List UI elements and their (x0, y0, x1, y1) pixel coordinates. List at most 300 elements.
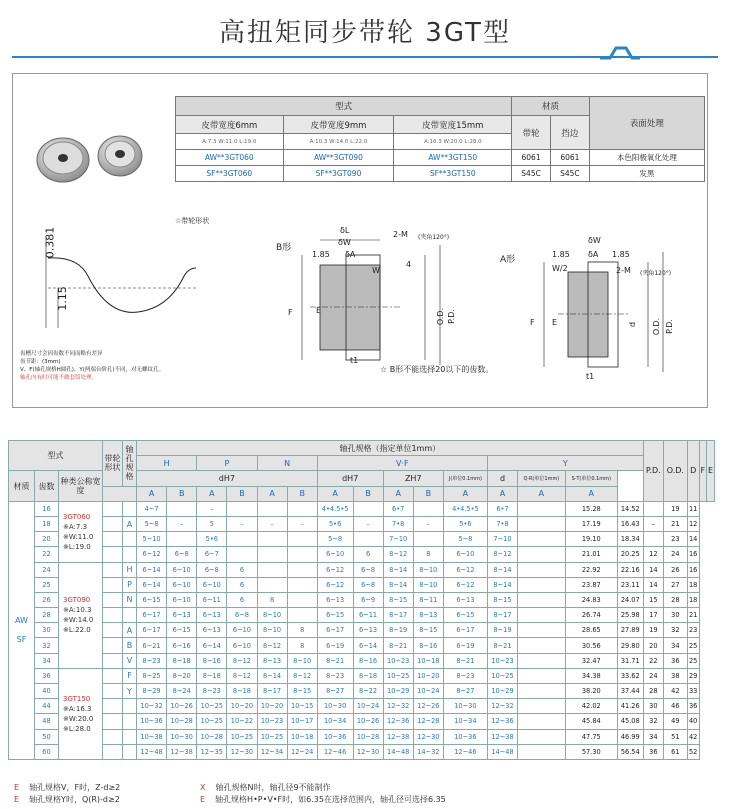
series-cell (59, 562, 103, 668)
bore-cell (518, 744, 566, 759)
bore-cell (518, 592, 566, 607)
bore-cell: 6~11 (197, 592, 227, 607)
th-ab-4: B (227, 486, 257, 501)
bore-cell: 8 (287, 623, 317, 638)
bore-cell (518, 714, 566, 729)
f-cell: 51 (664, 729, 688, 744)
shaft-spec-cell: H (123, 562, 137, 577)
bore-cell: 10~29 (383, 684, 413, 699)
bore-cell: 10~38 (137, 729, 167, 744)
a-dim-t1: t1 (586, 372, 595, 381)
note-text-4: 轴孔规格H•P•V•F时，如6.35在选择范围内，轴孔径可选择6.35 (215, 795, 446, 804)
bore-cell: 8~12 (287, 668, 317, 683)
bore-cell: 10~25 (197, 714, 227, 729)
bore-cell: 6 (227, 562, 257, 577)
series-dim: ※L:28.0 (63, 724, 91, 733)
th-dh7-b: dH7 (317, 471, 383, 486)
pd-cell: 17.19 (565, 516, 617, 531)
bore-cell (518, 577, 566, 592)
pulley-material-sf: S45C (512, 166, 551, 182)
d-cell: 14 (643, 577, 663, 592)
tooth-dim-115: 1.15 (55, 286, 69, 311)
b-dim-2m: 2-M (393, 230, 408, 239)
shape-cell (103, 699, 123, 714)
bore-cell: 10~30 (317, 699, 353, 714)
a-dim-E: E (552, 318, 558, 327)
bore-cell: 8~17 (487, 608, 517, 623)
e-cell: 18 (687, 592, 699, 607)
pd-cell: 45.84 (565, 714, 617, 729)
b-dim-4: 4 (406, 260, 412, 269)
bore-cell: 6~8 (353, 577, 383, 592)
f-cell: 42 (664, 684, 688, 699)
bore-cell: – (227, 516, 257, 531)
bore-cell: 6~9 (353, 592, 383, 607)
bore-cell: 10~26 (167, 699, 197, 714)
shaft-spec-cell (123, 744, 137, 759)
model-sf-150: SF**3GT150 (394, 166, 512, 182)
material-sf: SF (16, 635, 27, 645)
b-dim-t1: t1 (350, 356, 359, 365)
e-cell: 11 (687, 501, 699, 516)
bore-cell: 12~46 (443, 744, 487, 759)
table-row (9, 714, 715, 729)
bore-cell: – (413, 516, 443, 531)
th-e: E (706, 441, 714, 502)
bore-cell: 8~16 (197, 653, 227, 668)
teeth-cell: 16 (35, 501, 59, 516)
flange-material-aw: 6061 (550, 150, 589, 166)
b-dim-W: W (372, 266, 380, 275)
series-dim: ※W:11.0 (63, 532, 94, 541)
shaft-spec-cell (123, 729, 137, 744)
a-dim-185-right: 1.85 (612, 250, 630, 259)
surface-header: 表面处理 (589, 97, 704, 150)
table-row (9, 547, 715, 562)
shape-cell (103, 638, 123, 653)
bore-cell: 5•6 (317, 516, 353, 531)
table-row (9, 699, 715, 714)
bore-cell: 6~14 (137, 577, 167, 592)
bore-cell: 10~28 (197, 729, 227, 744)
pd-cell: 28.65 (565, 623, 617, 638)
bore-cell: 8~19 (487, 623, 517, 638)
bore-cell: 10~36 (317, 729, 353, 744)
e-cell: 36 (687, 699, 699, 714)
table-row (9, 592, 715, 607)
series-dim: ※W:20.0 (63, 714, 94, 723)
teeth-cell: 20 (35, 532, 59, 547)
bore-cell: 8~12 (257, 638, 287, 653)
a-dim-d: d (628, 321, 638, 328)
bore-cell: 6~8 (167, 547, 197, 562)
bore-cell: 8~10 (257, 608, 287, 623)
e-cell: 14 (687, 532, 699, 547)
shaft-spec-cell: N (123, 592, 137, 607)
table-row (9, 668, 715, 683)
shaft-spec-cell (123, 608, 137, 623)
bore-cell: 6~19 (317, 638, 353, 653)
b-dim-od: O.D. (436, 307, 446, 326)
table-row (9, 638, 715, 653)
bore-cell: 6~17 (137, 608, 167, 623)
bore-cell: 8~27 (317, 684, 353, 699)
shape-cell (103, 592, 123, 607)
model-sf-090: SF**3GT090 (283, 166, 394, 182)
bore-cell: 8~23 (197, 684, 227, 699)
table-row (9, 532, 715, 547)
th-st: S·T(单位0.1mm) (565, 471, 617, 486)
d-cell: 14 (643, 562, 663, 577)
th-ab-9: A (383, 486, 413, 501)
bore-cell (287, 532, 317, 547)
bore-cell: 6~13 (353, 623, 383, 638)
bore-cell: 6~10 (443, 547, 487, 562)
e-cell: 12 (687, 516, 699, 531)
model-sf-060: SF**3GT060 (176, 166, 284, 182)
bore-cell (518, 638, 566, 653)
a-dim-od: O.D. (652, 317, 662, 336)
bore-cell (257, 577, 287, 592)
a-shape-label: A形 (500, 255, 516, 265)
bore-cell: – (353, 516, 383, 531)
f-cell: 26 (664, 562, 688, 577)
bore-cell: 10~30 (443, 699, 487, 714)
bore-cell: 8~21 (383, 638, 413, 653)
bore-cell: 6~16 (167, 638, 197, 653)
bore-cell: 6 (353, 547, 383, 562)
bore-cell: 10~23 (383, 653, 413, 668)
shape-cell (103, 501, 123, 516)
od-cell: 45.08 (617, 714, 643, 729)
tooth-note-4: 轴孔内有时可能不做套筒处理。 (20, 375, 98, 381)
th-j: J(单位0.1mm) (443, 471, 487, 486)
bore-cell: 6~13 (167, 608, 197, 623)
bore-cell: 8~14 (383, 577, 413, 592)
bore-cell: 12~30 (353, 744, 383, 759)
bore-cell (227, 547, 257, 562)
pulley-material-aw: 6061 (512, 150, 551, 166)
th-pd: P.D. (643, 441, 663, 502)
bore-cell: 10~25 (227, 729, 257, 744)
shaft-spec-cell: B (123, 638, 137, 653)
bore-cell: 6~10 (227, 623, 257, 638)
od-cell: 29.80 (617, 638, 643, 653)
e-cell: 40 (687, 714, 699, 729)
bore-cell: 6~15 (167, 623, 197, 638)
bore-cell (518, 623, 566, 638)
bore-cell: 8~17 (383, 608, 413, 623)
od-cell: 46.99 (617, 729, 643, 744)
th-ab-14: A (565, 486, 617, 501)
bore-cell: 10~18 (413, 653, 443, 668)
e-cell: 42 (687, 729, 699, 744)
bore-cell (287, 547, 317, 562)
bore-cell: 8~18 (197, 668, 227, 683)
bore-cell: 8~14 (487, 562, 517, 577)
bore-cell: – (167, 516, 197, 531)
bore-cell: 10~20 (257, 699, 287, 714)
bore-cell: 10~36 (443, 729, 487, 744)
b-dim-dA: δA (345, 250, 356, 259)
note-mark-2: E (14, 795, 20, 804)
bore-cell: 6~13 (443, 592, 487, 607)
bore-cell: 8~21 (487, 638, 517, 653)
bore-cell (227, 501, 257, 516)
tooth-dim-0381: 0.381 (43, 226, 57, 259)
shaft-spec-cell (123, 699, 137, 714)
shape-cell (103, 668, 123, 683)
bore-cell: 12~46 (317, 744, 353, 759)
th-shaft-spec: 轴孔规格 (123, 441, 137, 487)
flange-material-header: 挡边 (550, 116, 589, 150)
f-cell: 23 (664, 532, 688, 547)
bore-cell (287, 562, 317, 577)
f-cell: 32 (664, 623, 688, 638)
bore-cell: 6~12 (137, 547, 167, 562)
shaft-spec-cell: A (123, 516, 137, 531)
b-dim-angle: (夹角120°) (418, 234, 450, 241)
a-dim-pd: P.D. (664, 319, 674, 334)
th-h: H (137, 456, 197, 471)
bore-cell: 8~23 (317, 668, 353, 683)
dims-6: A:7.3 W:11.0 L:19.0 (176, 134, 284, 150)
table-row (9, 608, 715, 623)
bore-cell: 14~32 (413, 744, 443, 759)
bore-cell: 8~21 (317, 653, 353, 668)
bore-cell: 7•8 (383, 516, 413, 531)
bore-cell (518, 547, 566, 562)
surface-sf: 发黑 (589, 166, 704, 182)
bore-cell: 6~10 (317, 547, 353, 562)
bore-cell: 6~11 (353, 608, 383, 623)
bore-cell: 12~32 (487, 699, 517, 714)
bore-cell (518, 608, 566, 623)
th-zh7: ZH7 (383, 471, 443, 486)
series-dim: ※A:16.3 (63, 704, 92, 713)
bore-cell: 10~34 (443, 714, 487, 729)
bore-cell: 6~7 (197, 547, 227, 562)
th-ab-5: A (257, 486, 287, 501)
e-cell: 23 (687, 623, 699, 638)
model-header: 型式 (176, 97, 512, 116)
dims-15: A:16.3 W:20.0 L:28.0 (394, 134, 512, 150)
bore-cell: 6~10 (227, 638, 257, 653)
bore-cell: 8~15 (383, 592, 413, 607)
series-cell (59, 501, 103, 562)
bore-cell: 8~11 (413, 592, 443, 607)
pulley-material-header: 带轮 (512, 116, 551, 150)
f-cell: 21 (664, 516, 688, 531)
bore-cell (257, 562, 287, 577)
bore-cell: 8~20 (167, 668, 197, 683)
series-name: 3GT060 (63, 512, 91, 521)
bore-cell: 6~13 (317, 592, 353, 607)
bore-cell: 7•8 (487, 516, 517, 531)
page-title: 高扭矩同步带轮 3GT型 (219, 18, 511, 48)
bore-cell: 4~7 (137, 501, 167, 516)
bore-cell: 10~34 (317, 714, 353, 729)
dims-9: A:10.3 W:14.0 L:22.0 (283, 134, 394, 150)
od-cell: 22.16 (617, 562, 643, 577)
bore-cell: 6~10 (197, 577, 227, 592)
surface-aw: 本色阳极氧化处理 (589, 150, 704, 166)
bore-cell: 8~23 (443, 668, 487, 683)
e-cell: 18 (687, 577, 699, 592)
b-dim-dL: δL (340, 226, 350, 235)
bore-cell: 12~48 (137, 744, 167, 759)
d-cell: 28 (643, 684, 663, 699)
teeth-cell: 48 (35, 714, 59, 729)
d-cell: 20 (643, 638, 663, 653)
d-cell: 19 (643, 623, 663, 638)
bore-cell: 10~32 (137, 699, 167, 714)
th-material: 材质 (9, 471, 35, 501)
d-cell: 15 (643, 592, 663, 607)
series-dim: ※L:19.0 (63, 542, 91, 551)
bore-cell: 6~15 (317, 608, 353, 623)
shaft-spec-cell: A (123, 623, 137, 638)
b-dim-E: E (316, 306, 322, 315)
bore-cell: – (197, 501, 227, 516)
bore-cell: 10~20 (227, 699, 257, 714)
od-cell: 56.54 (617, 744, 643, 759)
bore-cell: 8~24 (167, 684, 197, 699)
bore-cell: 8~15 (287, 684, 317, 699)
bore-cell: 12~30 (413, 729, 443, 744)
table-row (9, 501, 715, 516)
od-cell: 37.44 (617, 684, 643, 699)
teeth-cell: 40 (35, 684, 59, 699)
a-dim-angle: (夹角120°) (640, 270, 672, 277)
d-cell: 17 (643, 608, 663, 623)
bore-cell (167, 532, 197, 547)
table-row (9, 744, 715, 759)
teeth-cell: 32 (35, 638, 59, 653)
pulley-photo (28, 118, 148, 188)
series-name: 3GT150 (63, 694, 91, 703)
tooth-note-1: 齿槽尺寸会因齿数不同而略有差异 (20, 351, 103, 357)
series-dim: ※L:22.0 (63, 626, 91, 635)
bore-cell: 5•6 (197, 532, 227, 547)
bore-cell: 12~38 (383, 729, 413, 744)
bore-cell: 4•4.5•5 (443, 501, 487, 516)
b-shape-drawing (290, 225, 460, 375)
f-cell: 19 (664, 501, 688, 516)
a-dim-2m: 2-M (616, 266, 631, 275)
bore-cell (518, 684, 566, 699)
bore-cell: 10~23 (257, 714, 287, 729)
model-aw-060: AW**3GT060 (176, 150, 284, 166)
bore-cell: 6~15 (443, 608, 487, 623)
shape-cell (103, 653, 123, 668)
th-ab-10: B (413, 486, 443, 501)
bore-cell: 8~25 (137, 668, 167, 683)
bore-cell: 5~8 (317, 532, 353, 547)
note-mark-3: X (200, 783, 206, 792)
b-dim-dW: δW (338, 238, 351, 247)
bore-cell (167, 501, 197, 516)
d-cell: 22 (643, 653, 663, 668)
bore-cell: 6~14 (137, 562, 167, 577)
od-cell: 31.71 (617, 653, 643, 668)
bore-cell: 5~10 (137, 532, 167, 547)
bore-cell (413, 532, 443, 547)
flange-material-sf: S45C (550, 166, 589, 182)
b-dim-185: 1.85 (312, 250, 330, 259)
b-shape-label: B形 (276, 243, 292, 253)
bore-cell: 5 (197, 516, 227, 531)
bore-cell (413, 501, 443, 516)
bore-cell: 8~10 (287, 653, 317, 668)
th-dh7-a: dH7 (137, 471, 318, 486)
e-cell: 16 (687, 562, 699, 577)
th-ab-12: A (487, 486, 517, 501)
e-cell: 25 (687, 653, 699, 668)
teeth-cell: 44 (35, 699, 59, 714)
bore-cell: 10~30 (167, 729, 197, 744)
belt-width-9: 皮带宽度9mm (283, 116, 394, 134)
header-accent-shape (600, 44, 640, 60)
bore-cell: 12~34 (257, 744, 287, 759)
b-dim-F: F (288, 308, 293, 317)
a-shape-drawing (528, 232, 678, 382)
shaft-spec-cell (123, 714, 137, 729)
bore-cell: 6~12 (443, 562, 487, 577)
shape-cell (103, 562, 123, 577)
tooth-shape-title: ☆带轮形状 (175, 217, 210, 225)
bore-cell: 10~26 (353, 714, 383, 729)
bore-cell (287, 577, 317, 592)
d-cell (643, 501, 663, 516)
th-n: N (257, 456, 317, 471)
bore-cell: 8~12 (487, 547, 517, 562)
table-row (9, 653, 715, 668)
th-d: D (687, 441, 699, 502)
a-dim-dA: δA (588, 250, 599, 259)
th-od: O.D. (664, 441, 688, 502)
a-dim-185-left: 1.85 (552, 250, 570, 259)
teeth-cell: 25 (35, 577, 59, 592)
teeth-cell: 28 (35, 608, 59, 623)
material-header: 材质 (512, 97, 590, 116)
series-dim: ※A:7.3 (63, 522, 88, 531)
teeth-cell: 24 (35, 562, 59, 577)
d-cell (643, 532, 663, 547)
teeth-cell: 50 (35, 729, 59, 744)
bore-cell: 10~25 (197, 699, 227, 714)
belt-width-6: 皮带宽度6mm (176, 116, 284, 134)
pd-cell: 26.74 (565, 608, 617, 623)
th-teeth: 齿数 (35, 471, 59, 501)
bore-cell (257, 532, 287, 547)
bore-cell: 8~10 (413, 562, 443, 577)
teeth-cell: 34 (35, 653, 59, 668)
tooth-notes (20, 350, 190, 382)
bore-cell: 10~23 (487, 653, 517, 668)
bore-cell: 8~19 (383, 623, 413, 638)
od-cell: 20.25 (617, 547, 643, 562)
e-cell: 25 (687, 638, 699, 653)
d-cell: 12 (643, 547, 663, 562)
bore-cell: 6~15 (137, 592, 167, 607)
e-cell: 16 (687, 547, 699, 562)
bore-cell: 8~27 (443, 684, 487, 699)
d-cell: 32 (643, 714, 663, 729)
series-dim: ※W:14.0 (63, 616, 94, 625)
bore-cell: 10~24 (413, 684, 443, 699)
bore-cell: 6~19 (443, 638, 487, 653)
